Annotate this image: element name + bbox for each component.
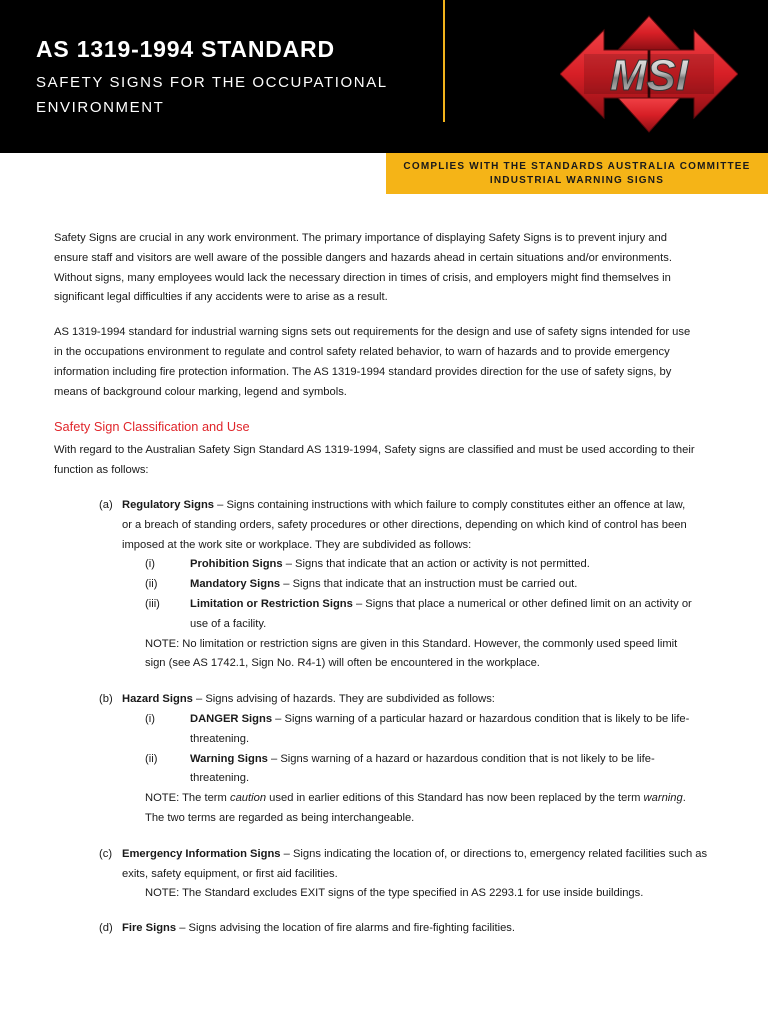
sub-text: – Signs that indicate that an instruction must be carried out.: [280, 578, 578, 591]
item-term: Hazard Signs: [122, 693, 193, 706]
list-item-fire: [54, 919, 718, 939]
text-line: AS 1319-1994 standard for industrial warning signs sets out requirements for the design and use of safety signs intended for use: [54, 326, 691, 339]
item-term: Fire Signs: [122, 922, 177, 935]
document-body: [54, 229, 718, 939]
list-item-regulatory: [54, 496, 718, 555]
text-line: means of background colour marking, legend and symbols.: [54, 385, 347, 398]
text-line: function as follows:: [54, 464, 149, 477]
document-subtitle: SAFETY SIGNS FOR THE OCCUPATIONAL ENVIRONMENT: [36, 74, 388, 116]
sub-marker: (ii): [145, 578, 158, 591]
item-marker: (c): [99, 847, 113, 860]
sub-item-prohibition: [54, 555, 718, 575]
note-text: used in earlier editions of this Standard has now been replaced by the term: [266, 792, 644, 805]
item-text: or a breach of standing orders, safety procedures or other directions, depending on which kind of control has been: [122, 518, 687, 531]
sub-text: threatening.: [190, 732, 250, 745]
note-text: The two terms are regarded as being interchangeable.: [145, 811, 415, 824]
text-line: in the occupations environment to regulate and control safety related behavior, to warn of hazards and to provide emergency: [54, 345, 670, 358]
sub-term: Limitation or Restriction Signs: [190, 597, 353, 610]
note-caution: [54, 789, 718, 829]
text-line: Without signs, many employees would lack the necessary direction in times of crisis, and employers might find themselves in: [54, 271, 671, 284]
item-text: – Signs advising the location of fire alarms and fire-fighting facilities.: [176, 922, 515, 935]
sub-marker: (ii): [145, 752, 158, 765]
sub-term: Warning Signs: [190, 752, 268, 765]
item-term: Regulatory Signs: [122, 498, 215, 511]
sub-item-mandatory: [54, 575, 718, 595]
section-intro: [54, 441, 718, 481]
standard-paragraph: [54, 323, 718, 402]
compliance-line: COMPLIES WITH THE STANDARDS AUSTRALIA COMMITTEE: [403, 161, 751, 172]
item-marker: (a): [99, 498, 113, 511]
text-line: Safety Signs are crucial in any work environment. The primary importance of displaying Safety Signs is to prevent injury and: [54, 232, 667, 244]
sub-marker: (iii): [145, 597, 160, 610]
compliance-line: INDUSTRIAL WARNING SIGNS: [489, 175, 665, 186]
sub-text: – Signs warning of a hazard or hazardous condition that is not likely to be life-: [267, 752, 655, 765]
sub-text: threatening.: [190, 772, 250, 785]
sub-term: Mandatory Signs: [190, 578, 281, 591]
msi-logo: [560, 14, 738, 134]
note-text: sign (see AS 1742.1, Sign No. R4-1) will often be encountered in the workplace.: [145, 657, 540, 670]
item-text: exits, safety equipment, or first aid facilities.: [122, 867, 338, 880]
sub-term: Prohibition Signs: [190, 558, 283, 571]
document-title: AS 1319-1994 STANDARD: [36, 36, 335, 62]
sub-text: use of a facility.: [190, 617, 267, 630]
text-line: With regard to the Australian Safety Sign Standard AS 1319-1994, Safety signs are classified and must be used according to their: [54, 444, 695, 457]
item-text: imposed at the work site or workplace. They are subdivided as follows:: [122, 538, 472, 551]
intro-paragraph: [54, 229, 718, 308]
item-text: – Signs advising of hazards. They are subdivided as follows:: [192, 693, 495, 706]
note-text: .: [682, 792, 686, 805]
item-text: – Signs containing instructions with which failure to comply constitutes either an offence at law,: [214, 498, 686, 511]
note-exit: [54, 884, 718, 904]
sub-marker: (i): [145, 712, 155, 725]
item-text: – Signs indicating the location of, or directions to, emergency related facilities such as: [280, 847, 708, 860]
text-line: ensure staff and visitors are well aware of the possible dangers and hazards ahead in certain situations and/or environments.: [54, 251, 672, 264]
logo-text: MSI: [609, 51, 689, 100]
sub-text: – Signs warning of a particular hazard or hazardous condition that is likely to be life-: [272, 712, 690, 725]
note-emphasis: caution: [229, 792, 267, 805]
sub-term: DANGER Signs: [190, 712, 273, 725]
note-text: NOTE: The Standard excludes EXIT signs of the type specified in AS 2293.1 for use inside buildings.: [145, 887, 644, 900]
item-marker: (d): [99, 922, 113, 935]
note-text: NOTE: The term: [145, 792, 230, 805]
sub-item-warning: [54, 750, 718, 790]
note-limitation: [54, 635, 718, 675]
list-item-hazard: [54, 690, 718, 710]
text-line: information including fire protection information. The AS 1319-1994 standard provides direction for the use of safety signs, by: [54, 365, 672, 378]
sub-text: – Signs that place a numerical or other defined limit on an activity or: [352, 597, 692, 610]
note-text: NOTE: No limitation or restriction signs are given in this Standard. However, the commonly used speed limit: [145, 637, 678, 650]
compliance-banner: [386, 153, 768, 194]
sub-item-danger: [54, 710, 718, 750]
header-divider: [443, 0, 445, 122]
page-header: [0, 0, 768, 153]
sub-marker: (i): [145, 558, 155, 571]
list-item-emergency: [54, 845, 718, 885]
sub-item-limitation: [54, 595, 718, 635]
sub-text: – Signs that indicate that an action or activity is not permitted.: [282, 558, 590, 571]
note-emphasis: warning: [643, 792, 683, 805]
item-marker: (b): [99, 693, 113, 706]
text-line: significant legal difficulties if any accidents were to arise as a result.: [54, 291, 388, 304]
item-term: Emergency Information Signs: [122, 847, 281, 860]
section-heading: Safety Sign Classification and Use: [54, 419, 250, 435]
